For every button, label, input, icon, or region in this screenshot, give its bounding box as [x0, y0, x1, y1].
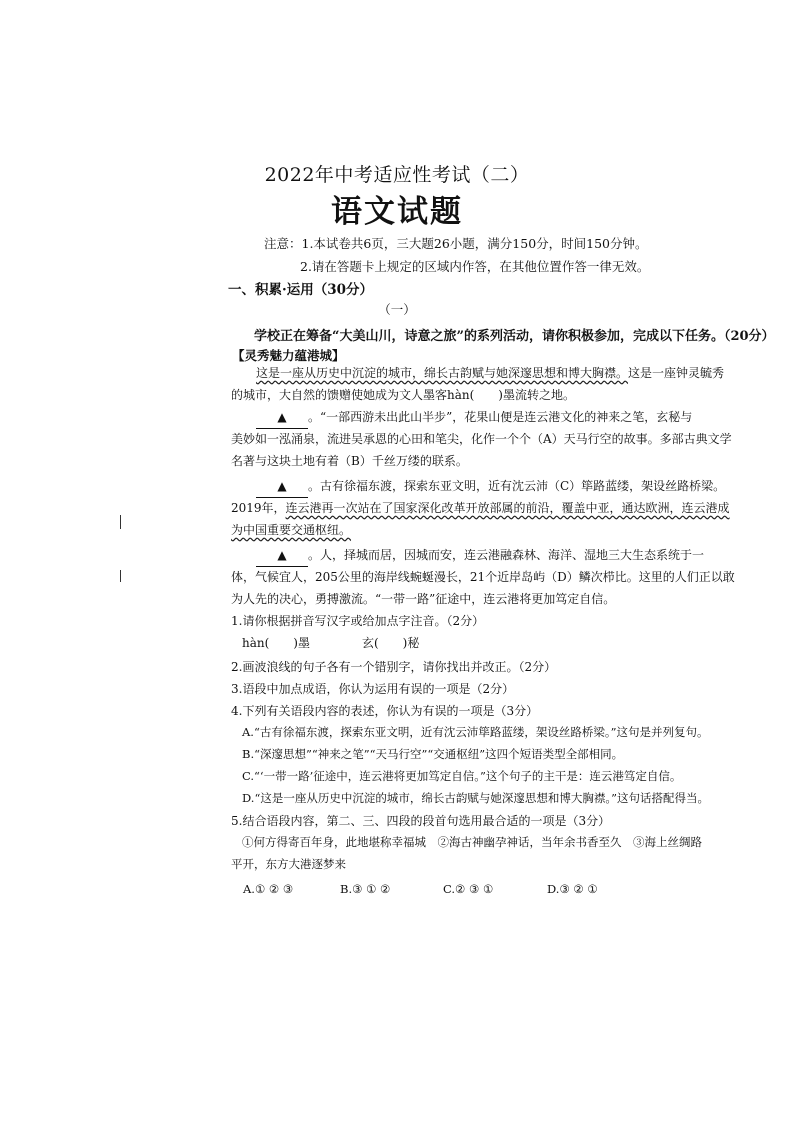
wavy-sentence: 连云港再一次站在了国家深化改革开放部属的前沿，覆盖中亚，通达欧洲，连云港成	[285, 501, 730, 515]
text-run: 2019年，	[231, 501, 286, 515]
wavy-sentence: 这是一座从历史中沉淀的城市，绵长古韵赋与她深邃思想和博大胸襟。	[256, 366, 629, 380]
question-4-option-a: A.“古有徐福东渡，探索东亚文明，近有沈云沛筚路蓝缕，架设丝路桥梁。”这句是并列复句。	[242, 725, 709, 739]
question-5-option-d: D.③ ② ①	[547, 882, 598, 896]
question-5-option-b: B.③ ① ②	[340, 882, 391, 896]
text-run: 。人，择城而居，因城而安，连云港融森林、海洋、湿地三大生态系统于一	[308, 548, 705, 562]
question-5-candidates: 平开，东方大港逐梦来	[231, 857, 346, 871]
question-1-item-a: hàn( )墨	[242, 636, 310, 650]
question-5-candidates: ①何方得寄百年身，此地堪称幸福城 ②海古神幽孕神话，当年余书香至久 ③海上丝绸路	[242, 835, 702, 849]
question-5: 5.结合语段内容，第二、三、四段的段首句选用最合适的一项是（3分）	[231, 814, 611, 828]
paragraph-line: 的城市，大自然的馈赠使她成为文人墨客hàn( )墨流转之地。	[231, 388, 575, 402]
question-1: 1.请你根据拼音写汉字或给加点字注音。（2分）	[231, 614, 485, 628]
text-run: 。“一部西游未出此山半步”，花果山便是连云港文化的神来之笔，玄秘与	[308, 410, 693, 424]
paragraph-line: 为人先的决心，勇搏激流。“一带一路”征途中，连云港将更加笃定自信。	[231, 592, 616, 606]
answer-blank: ▲	[256, 406, 308, 429]
text-run: 这是一座钟灵毓秀	[628, 366, 725, 380]
subsection-heading: 【灵秀魅力蕴港城】	[232, 348, 345, 363]
question-4-option-c: C.“‘一带一路’征途中，连云港将更加笃定自信。”这个句子的主干是：连云港笃定自信。	[242, 769, 682, 783]
section-title: 一、积累·运用（30分）	[228, 282, 373, 298]
notice-line-1: 注意：1.本试卷共6页，三大题26小题，满分150分，时间150分钟。	[264, 236, 648, 251]
exam-title: 2022年中考适应性考试（二）	[264, 164, 530, 186]
question-5-option-a: A.① ② ③	[243, 882, 294, 896]
wavy-sentence: 为中国重要交通枢纽。	[231, 523, 352, 537]
answer-blank: ▲	[256, 475, 308, 498]
question-1-item-b: 玄( )秘	[362, 636, 420, 650]
section-intro: 学校正在筹备“大美山川，诗意之旅”的系列活动，请你积极参加，完成以下任务。（20分）	[254, 329, 775, 344]
paragraph-line: 体，气候宜人，205公里的海岸线蜿蜒漫长，21个近岸岛屿（D）鳞次栉比。这里的人们正以敢	[231, 570, 735, 584]
answer-blank: ▲	[256, 544, 308, 567]
paragraph-line: 美妙如一泓涌泉，流进吴承恩的心田和笔尖，化作一个个（A）天马行空的故事。多部古典文学	[231, 432, 732, 446]
notice-line-2: 2.请在答题卡上规定的区域内作答，在其他位置作答一律无效。	[300, 259, 650, 274]
question-4-option-b: B.“深邃思想”“神来之笔”“天马行空”“交通枢纽”这四个短语类型全部相同。	[242, 747, 624, 761]
question-4-option-d: D.“这是一座从历史中沉淀的城市，绵长古韵赋与她深邃思想和博大胸襟。”这句话搭配得当。	[242, 791, 709, 805]
part-label: （一）	[378, 302, 416, 317]
question-3: 3.语段中加点成语，你认为运用有误的一项是（2分）	[231, 682, 515, 696]
paragraph-line: 名著与这块土地有着（B）千丝万缕的联系。	[231, 454, 468, 468]
text-run: 。古有徐福东渡，探索东亚文明，近有沈云沛（C）筚路蓝缕，架设丝路桥梁。	[308, 479, 726, 493]
question-2: 2.画波浪线的句子各有一个错别字，请你找出并改正。（2分）	[231, 660, 557, 674]
question-5-option-c: C.② ③ ①	[443, 882, 494, 896]
question-4: 4.下列有关语段内容的表述，你认为有误的一项是（3分）	[231, 704, 539, 718]
subject-title: 语文试题	[331, 194, 463, 230]
